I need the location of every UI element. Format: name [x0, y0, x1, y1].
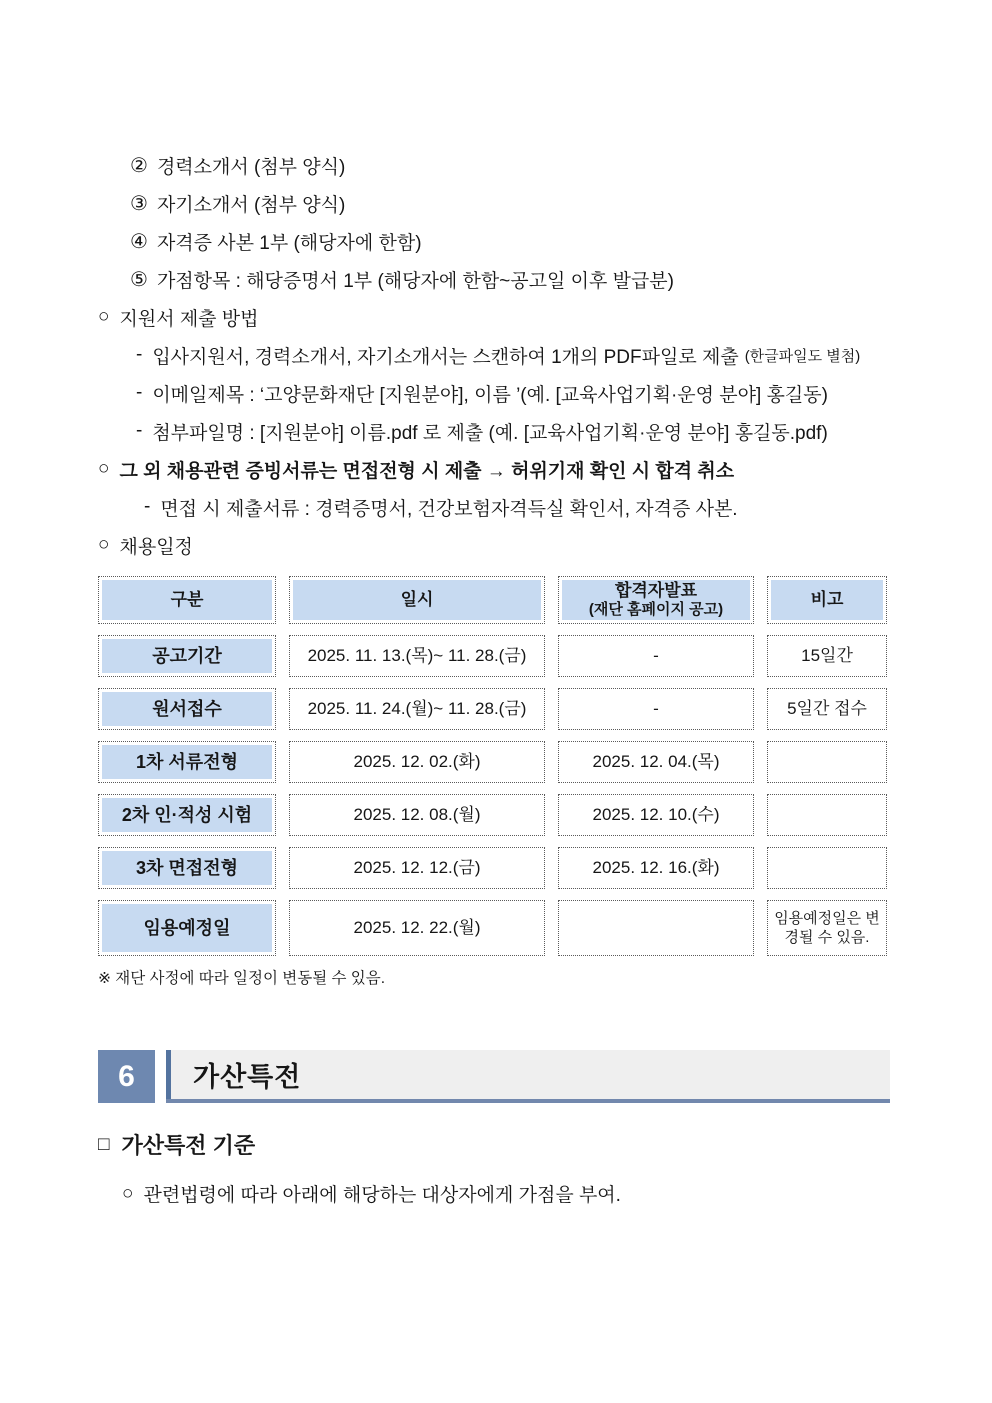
section-number-badge: 6: [98, 1050, 155, 1103]
dash-bullet: -: [136, 420, 143, 441]
schedule-table: [98, 576, 887, 956]
circled-4-icon: ④: [130, 230, 148, 253]
table-date-cell: [289, 635, 545, 677]
submission-item-suffix: (한글파일도 별첨): [744, 347, 861, 365]
table-row-label-cell: [98, 688, 276, 730]
other-docs-subitem: [98, 488, 890, 526]
other-docs-heading-text: 그 외 채용관련 증빙서류는 면접전형 시 제출 → 허위기재 확인 시 합격 취소: [119, 460, 735, 482]
row-label: 원서접수: [102, 692, 272, 726]
attachment-item-text: 자격증 사본 1부 (해당자에 한함): [156, 232, 422, 254]
table-header-cell: [767, 576, 887, 624]
submission-item: [98, 374, 890, 412]
submission-heading: [98, 298, 890, 336]
table-note-cell: [767, 688, 887, 730]
submission-heading-text: 지원서 제출 방법: [119, 308, 259, 330]
schedule-heading-text: 채용일정: [119, 536, 193, 558]
bonus-criteria-item-text: 관련법령에 따라 아래에 해당하는 대상자에게 가점을 부여.: [143, 1185, 621, 1206]
table-announce-cell: [558, 847, 754, 889]
row-announce: 2025. 12. 04.(목): [592, 752, 720, 772]
circle-bullet-icon: ○: [98, 306, 110, 327]
attachment-item-text: 경력소개서 (첨부 양식): [156, 156, 346, 178]
table-date-cell: [289, 900, 545, 956]
table-header-announce-line1: 합격자발표: [614, 581, 698, 600]
section-title: 가산특전: [171, 1050, 890, 1099]
row-note: 임용예정일은 변경될 수 있음.: [774, 909, 880, 946]
table-note-cell: [767, 847, 887, 889]
table-header-announce-line2: (재단 홈페이지 공고): [588, 601, 724, 619]
table-date-cell: [289, 847, 545, 889]
row-announce: [562, 904, 750, 952]
submission-item: [98, 336, 890, 374]
row-announce: -: [653, 699, 659, 719]
section-header-gap: [155, 1050, 166, 1103]
attachment-item: [98, 260, 890, 298]
table-note-cell: [767, 635, 887, 677]
row-announce: -: [653, 646, 659, 666]
submission-item-text: 첨부파일명 : [지원분야] 이름.pdf 로 제출 (예. [교육사업기획·운영 분야] 홍길동.pdf): [152, 422, 828, 444]
row-label: 공고기간: [102, 639, 272, 673]
table-announce-cell: [558, 900, 754, 956]
table-header-cell: [289, 576, 545, 624]
row-date: 2025. 12. 08.(월): [353, 805, 481, 825]
table-date-cell: [289, 688, 545, 730]
circled-3-icon: ③: [130, 192, 148, 215]
bonus-criteria-item: [98, 1180, 890, 1207]
dash-bullet: -: [136, 382, 143, 403]
section-header-bar: [166, 1050, 890, 1103]
table-header-note: 비고: [771, 580, 883, 620]
row-label: 1차 서류전형: [102, 745, 272, 779]
attachment-item: [98, 222, 890, 260]
attachment-item-text: 자기소개서 (첨부 양식): [156, 194, 346, 216]
other-docs-heading: [98, 450, 890, 488]
row-label: 임용예정일: [102, 904, 272, 952]
attachment-item: [98, 146, 890, 184]
table-date-cell: [289, 794, 545, 836]
bonus-criteria-heading-text: 가산특전 기준: [121, 1133, 256, 1158]
row-date: 2025. 11. 24.(월)~ 11. 28.(금): [307, 699, 527, 719]
attachment-item-text: 가점항목 : 해당증명서 1부 (해당자에 한함~공고일 이후 발급분): [156, 270, 674, 292]
table-row-label-cell: [98, 847, 276, 889]
table-row-label-cell: [98, 741, 276, 783]
circle-bullet-icon: ○: [98, 534, 110, 555]
table-announce-cell: [558, 794, 754, 836]
table-announce-cell: [558, 688, 754, 730]
bonus-criteria-heading: [98, 1129, 890, 1160]
other-docs-subitem-text: 면접 시 제출서류 : 경력증명서, 건강보험자격득실 확인서, 자격증 사본.: [160, 498, 738, 520]
table-header-cell: [558, 576, 754, 624]
circled-5-icon: ⑤: [130, 268, 148, 291]
table-announce-cell: [558, 635, 754, 677]
row-note: [771, 745, 883, 779]
table-header-gubun: 구분: [102, 580, 272, 620]
row-note: 15일간: [801, 646, 853, 666]
circle-bullet-icon: ○: [98, 458, 110, 479]
row-announce: 2025. 12. 16.(화): [592, 858, 720, 878]
table-footnote: ※ 재단 사정에 따라 일정이 변동될 수 있음.: [98, 970, 386, 987]
document-page: [98, 146, 890, 1207]
dash-bullet: -: [144, 496, 151, 517]
row-note: [771, 798, 883, 832]
table-date-cell: [289, 741, 545, 783]
circle-bullet-icon: ○: [122, 1182, 134, 1204]
row-note: [771, 851, 883, 885]
table-note-cell: [767, 794, 887, 836]
row-date: 2025. 12. 12.(금): [353, 858, 481, 878]
circled-2-icon: ②: [130, 154, 148, 177]
square-bullet-icon: □: [98, 1133, 110, 1155]
table-note-cell: [767, 741, 887, 783]
row-announce: 2025. 12. 10.(수): [592, 805, 720, 825]
submission-item-text: 이메일제목 : ‘고양문화재단 [지원분야], 이름 ’(예. [교육사업기획·운영 분야] 홍길동): [152, 384, 828, 406]
row-label: 3차 면접전형: [102, 851, 272, 885]
row-label: 2차 인·적성 시험: [102, 798, 272, 832]
table-announce-cell: [558, 741, 754, 783]
table-row-label-cell: [98, 900, 276, 956]
table-header-date: 일시: [293, 580, 541, 620]
dash-bullet: -: [136, 344, 143, 365]
schedule-heading: [98, 526, 890, 564]
table-header-announce: [562, 580, 750, 620]
submission-item: [98, 412, 890, 450]
row-date: 2025. 12. 22.(월): [353, 918, 481, 938]
table-row-label-cell: [98, 794, 276, 836]
row-date: 2025. 12. 02.(화): [353, 752, 481, 772]
section-header: [98, 1050, 890, 1103]
table-row-label-cell: [98, 635, 276, 677]
row-note: 5일간 접수: [787, 699, 867, 719]
table-note-cell: [767, 900, 887, 956]
row-date: 2025. 11. 13.(목)~ 11. 28.(금): [307, 646, 527, 666]
attachment-item: [98, 184, 890, 222]
submission-item-text: 입사지원서, 경력소개서, 자기소개서는 스캔하여 1개의 PDF파일로 제출: [152, 346, 739, 368]
table-header-cell: [98, 576, 276, 624]
